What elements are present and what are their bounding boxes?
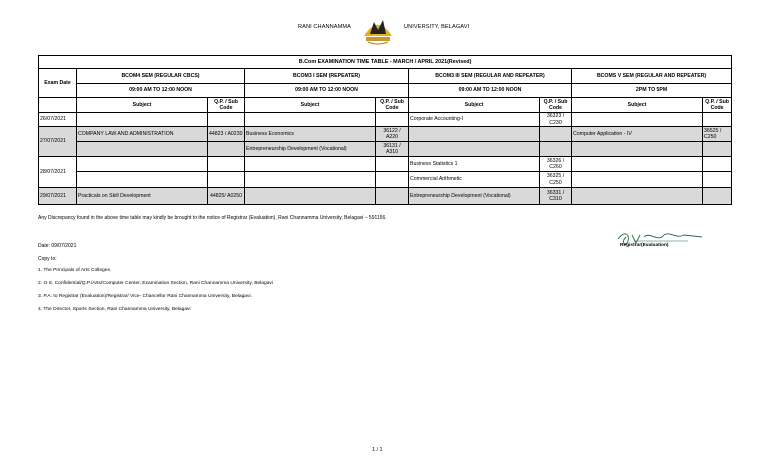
subject-cell: Computer Application - IV [572,127,703,142]
course-header: BCOM3 I SEM (REPEATER) [245,69,409,84]
table-row [39,142,732,157]
university-logo [356,14,400,48]
course-header: BCOMS V SEM (REGULAR AND REPEATER) [572,69,732,84]
course-time: 09:00 AM TO 12:00 NOON [245,84,409,98]
code-cell: 36325 / C250 [540,172,572,188]
blank-cell [39,98,77,113]
code-cell: 36323 / C230 [540,113,572,127]
subject-cell: COMPANY LAW AND ADMINISTRATION [77,127,208,142]
code-cell: 36122 / A220 [376,127,409,142]
university-name-left: RANI CHANNAMMA [298,24,351,30]
subject-cell: Business Statistics 1 [409,157,540,172]
discrepancy-note: Any Discrepancy found in the above time table may kindly be brought to the notice of Registrar (Evaluation), Rani Channamma University, Belagavi – 591156. [38,215,387,221]
code-cell: 36131 / A310 [376,142,409,157]
table-row [39,157,732,172]
document-date: Date: 09/07/2021 [38,243,77,249]
table-row [39,172,732,188]
exam-date-header: Exam Date [39,69,77,98]
code-cell: 44825/ A0250 [208,188,245,205]
code-header: Q.P. / Sub Code [208,98,245,113]
recipient-item: 1. The Principals of Arts Colleges. [38,268,112,273]
timetable [38,55,732,205]
copy-to-label: Copy to: [38,256,57,262]
recipient-item: 2. O.S. Confidential/Q.P./Arts/Computer Center, Examination Section, Rani Channamma University, Belagavi [38,281,273,286]
course-header: BCOM3 III SEM (REGULAR AND REPEATER) [409,69,572,84]
timetable-title: B.Com EXAMINATION TIME TABLE - MARCH / APRIL 2021(Revised) [39,56,732,69]
subject-cell: Entrepreneurship Development (Vocational) [245,142,376,157]
signature-label: Registrar(Evaluation) [620,243,669,248]
subject-cell: Business Economics [245,127,376,142]
code-cell: 44823 / A0230 [208,127,245,142]
exam-date: 27/07/2021 [39,127,77,157]
code-cell: 36326 / C260 [540,157,572,172]
course-time: 09:00 AM TO 12:00 NOON [409,84,572,98]
subject-cell: Corporate Accounting-I [409,113,540,127]
document-header [0,12,768,50]
course-time: 2PM TO 5PM [572,84,732,98]
table-row [39,113,732,127]
code-header: Q.P. / Sub Code [376,98,409,113]
subject-cell: Entrepreneurship Development (Vocational) [409,188,540,205]
exam-date: 26/07/2021 [39,113,77,127]
course-header: BCOM4 SEM (REGULAR CBCS) [77,69,245,84]
subject-header: Subject [409,98,540,113]
subject-cell: Commercial Arithmetic [409,172,540,188]
code-cell: 36331 / C310 [540,188,572,205]
subject-header: Subject [572,98,703,113]
table-row [39,127,732,142]
page-number: 1 / 1 [372,447,383,453]
table-row [39,188,732,205]
code-cell: 36525 / C250 [703,127,732,142]
university-name-right: UNIVERSITY, BELAGAVI [404,24,470,30]
recipient-item: 4. The Director, Sports Section, Rani Channamma University, Belagavi [38,307,191,312]
recipient-item: 3. P.A. to Registrar (Evaluation)/Registrar/ Vice- Chancellor Rani Channamma University, Belagavi. [38,294,252,299]
subject-cell: Practicals on Skill Development [77,188,208,205]
subject-header: Subject [245,98,376,113]
exam-date: 29/07/2021 [39,188,77,205]
code-header: Q.P. / Sub Code [540,98,572,113]
subject-header: Subject [77,98,208,113]
exam-date: 28/07/2021 [39,157,77,188]
course-time: 09:00 AM TO 12:00 NOON [77,84,245,98]
code-header: Q.P. / Sub Code [703,98,732,113]
